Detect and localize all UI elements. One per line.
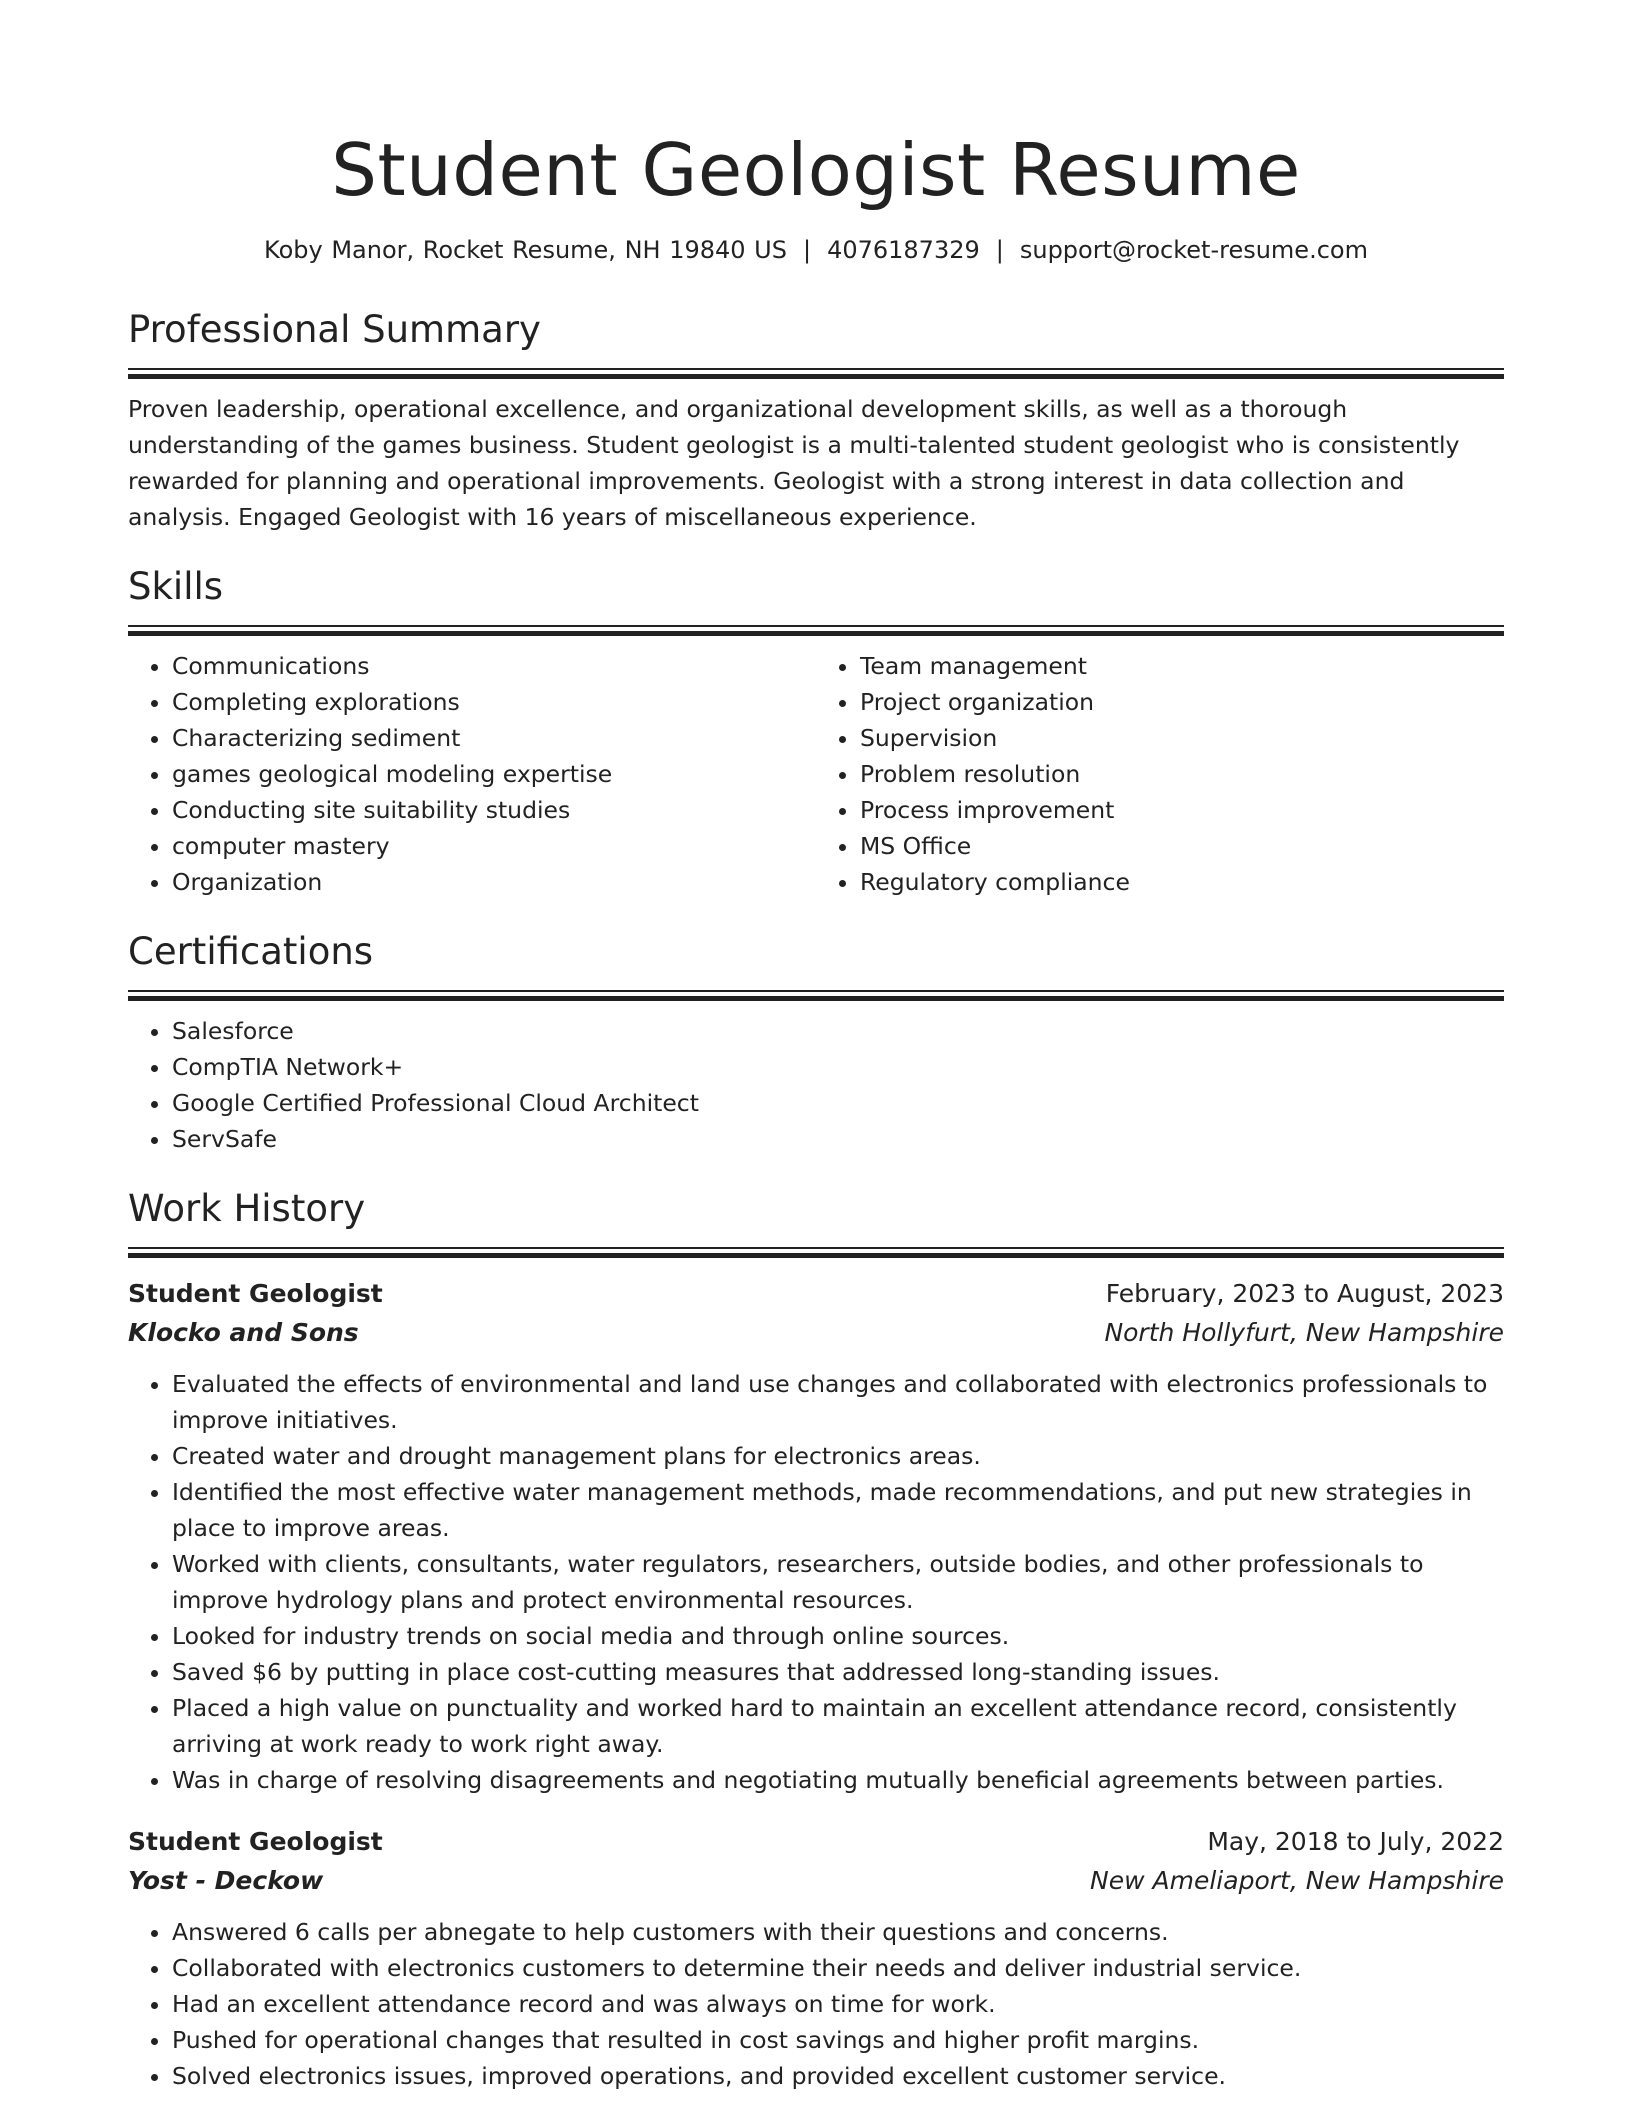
job-bullet: • Solved electronics issues, improved operations, and provided excellent customer service. [172,2058,1504,2094]
resume-title: Student Geologist Resume [331,128,1301,212]
job-title: Student Geologist [128,1827,383,1856]
certifications-section [128,926,1504,1157]
job-header-row [128,1822,1504,1861]
skills-list-left [128,648,816,900]
skills-list-right [816,648,1504,900]
skill-item: • Problem resolution [860,756,1504,792]
contact-email: support@rocket-resume.com [1019,236,1368,264]
job-bullet-list [128,1366,1504,1798]
skill-item: • Conducting site suitability studies [172,792,816,828]
summary-text: Proven leadership, operational excellence, and organizational development skills, as well as a thorough understanding of the games business. Student geologist is a multi-talented student geologist who is consistently rewarded for planning and operational improvements. Geologist with a strong interest in data collection and analysis. Engaged Geologist with 16 years of miscellaneous experience. [128,395,1460,531]
job-bullet: • Was in charge of resolving disagreements and negotiating mutually beneficial agreements between parties. [172,1762,1504,1798]
job-title: Student Geologist [128,1279,383,1308]
skill-item: • Project organization [860,684,1504,720]
job-bullet: • Created water and drought management plans for electronics areas. [172,1438,1504,1474]
section-divider [128,1247,1504,1258]
work-history-section [128,1183,1504,2094]
job-bullet: • Worked with clients, consultants, water regulators, researchers, outside bodies, and other professionals to improve hydrology plans and protect environmental resources. [172,1546,1504,1618]
job-dates: February, 2023 to August, 2023 [1105,1279,1504,1308]
contact-separator: | [802,236,812,264]
job-company: Yost - Deckow [128,1866,324,1895]
certification-item: • CompTIA Network+ [172,1049,1504,1085]
contact-line [128,234,1504,266]
job-bullet: • Evaluated the effects of environmental and land use changes and collaborated with electronics professionals to improve initiatives. [172,1366,1504,1438]
job-company: Klocko and Sons [128,1318,359,1347]
skill-item: • computer mastery [172,828,816,864]
job-bullet: • Pushed for operational changes that resulted in cost savings and higher profit margins. [172,2022,1504,2058]
contact-separator: | [995,236,1004,264]
skill-item: • games geological modeling expertise [172,756,816,792]
skill-item: • Communications [172,648,816,684]
resume-page [128,0,1504,2094]
work-history-heading: Work History [128,1187,366,1230]
skill-item: • Regulatory compliance [860,864,1504,900]
job-bullet: • Looked for industry trends on social media and through online sources. [172,1618,1504,1654]
job-bullet-list [128,1914,1504,2094]
section-divider [128,625,1504,636]
skill-item: • Team management [860,648,1504,684]
skill-item: • Process improvement [860,792,1504,828]
job-company-row [128,1861,1504,1900]
section-divider [128,990,1504,1001]
job-bullet: • Saved $6 by putting in place cost-cutting measures that addressed long-standing issues. [172,1654,1504,1690]
section-divider [128,368,1504,379]
skill-item: • Organization [172,864,816,900]
certification-item: • ServSafe [172,1121,1504,1157]
summary-section [128,304,1504,535]
job-header-row [128,1274,1504,1313]
job-company-row [128,1313,1504,1352]
contact-address: Koby Manor, Rocket Resume, NH 19840 US [264,236,787,264]
contact-phone: 4076187329 [827,236,980,264]
skill-item: • Supervision [860,720,1504,756]
job-bullet: • Answered 6 calls per abnegate to help customers with their questions and concerns. [172,1914,1504,1950]
certifications-list [128,1013,1504,1157]
job-entry [128,1274,1504,1798]
skill-item: • Characterizing sediment [172,720,816,756]
certification-item: • Salesforce [172,1013,1504,1049]
skill-item: • Completing explorations [172,684,816,720]
job-bullet: • Placed a high value on punctuality and worked hard to maintain an excellent attendance record, consistently arriving at work ready to work right away. [172,1690,1504,1762]
job-dates: May, 2018 to July, 2022 [1207,1827,1504,1856]
job-location: North Hollyfurt, New Hampshire [1104,1318,1504,1347]
job-bullet: • Collaborated with electronics customers to determine their needs and deliver industrial service. [172,1950,1504,1986]
job-bullet: • Identified the most effective water management methods, made recommendations, and put new strategies in place to improve areas. [172,1474,1504,1546]
skills-heading: Skills [128,565,224,608]
job-bullet: • Had an excellent attendance record and was always on time for work. [172,1986,1504,2022]
skill-item: • MS Office [860,828,1504,864]
certification-item: • Google Certified Professional Cloud Architect [172,1085,1504,1121]
job-entry [128,1822,1504,2094]
summary-heading: Professional Summary [128,308,541,351]
skills-grid [128,648,1504,900]
skills-section [128,561,1504,900]
job-location: New Ameliaport, New Hampshire [1090,1866,1504,1895]
certifications-heading: Certifications [128,930,374,973]
